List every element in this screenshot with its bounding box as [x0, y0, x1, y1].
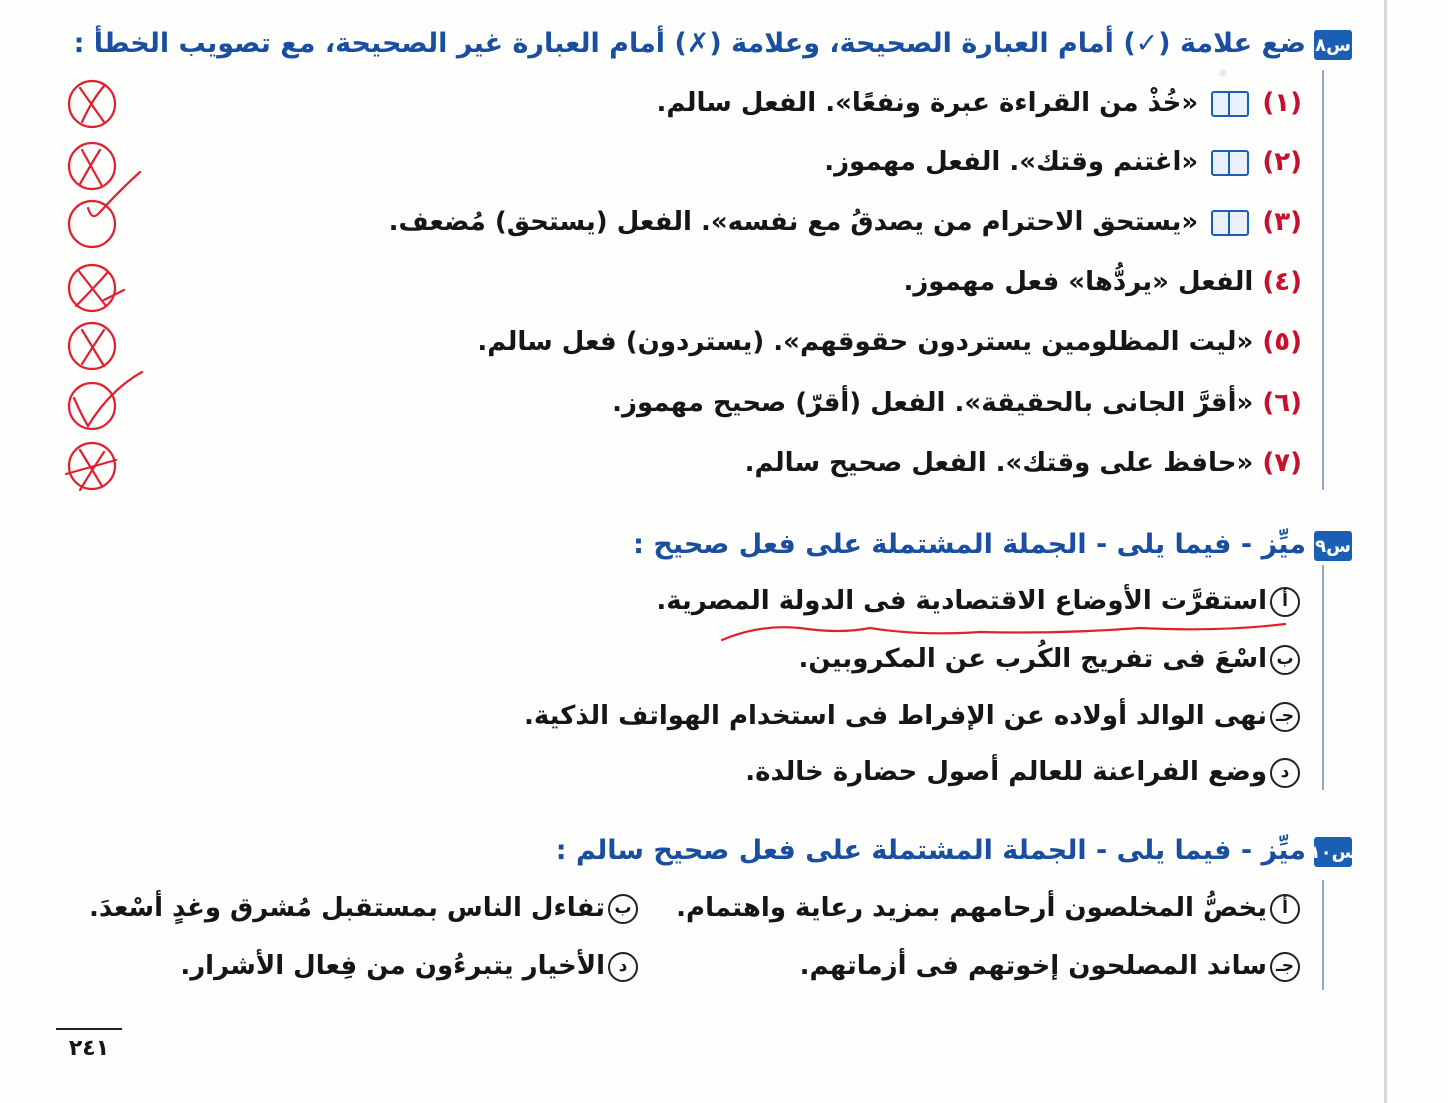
- answer-circle: [69, 201, 115, 247]
- option-letter: جـ: [1270, 702, 1300, 732]
- option-text: وضع الفراعنة للعالم أصول حضارة خالدة.: [745, 757, 1267, 787]
- option-letter: ب: [608, 894, 638, 924]
- item-number: (٦): [1262, 388, 1302, 418]
- cross-mark-icon: [82, 330, 104, 366]
- question-instruction: ميِّز - فيما يلى - الجملة المشتملة على فعل صحيح سالم :: [555, 835, 1306, 866]
- item-number: (٥): [1262, 327, 1302, 357]
- option-text: تفاءل الناس بمستقبل مُشرق وغدٍ أسْعدَ.: [88, 893, 605, 923]
- option-text: يخصُّ المخلصون أرحامهم بمزيد رعاية واهتمام.: [676, 893, 1267, 923]
- option-letter: د: [1270, 758, 1300, 788]
- question-instruction: ميِّز - فيما يلى - الجملة المشتملة على فعل صحيح :: [633, 529, 1306, 560]
- item-number: (٤): [1262, 267, 1302, 297]
- bleed-through-background: •: [1215, 60, 1230, 88]
- question-number-badge: س٩: [1314, 531, 1352, 561]
- option-text: الأخيار يتبرءُون من فِعال الأشرار.: [180, 951, 605, 981]
- item-text: «اغتنم وقتك». الفعل مهموز.: [824, 147, 1199, 177]
- option-letter: أ: [1270, 587, 1300, 617]
- item-text: «خُذْ من القراءة عبرة ونفعًا». الفعل سالم.: [656, 88, 1199, 118]
- item-text: «يستحق الاحترام من يصدقُ مع نفسه». الفعل (يستحق) مُضعف.: [388, 207, 1199, 237]
- cross-mark-icon: [80, 150, 102, 186]
- item-number: (١): [1262, 88, 1302, 118]
- question-number-badge: س١٠: [1314, 837, 1352, 867]
- item-number: (٢): [1262, 147, 1302, 177]
- item-text: «حافظ على وقتك». الفعل صحيح سالم.: [744, 448, 1254, 478]
- check-mark-icon: [88, 172, 140, 216]
- cross-mark-icon: [66, 450, 116, 490]
- option-text: اسْعَ فى تفريج الكُرب عن المكروبين.: [798, 644, 1267, 674]
- option-letter: ب: [1270, 645, 1300, 675]
- option-letter: جـ: [1270, 952, 1300, 982]
- page-number: ٢٤١: [56, 1028, 122, 1061]
- cross-mark-icon: [76, 270, 124, 306]
- answer-circle: [69, 383, 115, 429]
- option-text: نهى الوالد أولاده عن الإفراط فى استخدام الهواتف الذكية.: [524, 701, 1267, 731]
- question-number-badge: س٨: [1314, 30, 1352, 60]
- cross-mark-icon: [80, 86, 104, 122]
- option-text: استقرَّت الأوضاع الاقتصادية فى الدولة المصرية.: [656, 586, 1267, 616]
- item-number: (٧): [1262, 448, 1302, 478]
- option-text: ساند المصلحون إخوتهم فى أزماتهم.: [799, 951, 1267, 981]
- item-text: الفعل «يردُّها» فعل مهموز.: [903, 267, 1254, 297]
- question-instruction: ضع علامة (✓) أمام العبارة الصحيحة، وعلامة (✗) أمام العبارة غير الصحيحة، مع تصويب الخطأ :: [73, 28, 1306, 59]
- item-number: (٣): [1262, 207, 1302, 237]
- check-mark-icon: [74, 372, 142, 426]
- option-letter: د: [608, 952, 638, 982]
- underline-mark: [722, 624, 1285, 640]
- item-text: «أقرَّ الجانى بالحقيقة». الفعل (أقرّ) صحيح مهموز.: [612, 388, 1254, 418]
- item-text: «ليت المظلومين يستردون حقوقهم». (يستردون) فعل سالم.: [477, 327, 1254, 357]
- option-letter: أ: [1270, 894, 1300, 924]
